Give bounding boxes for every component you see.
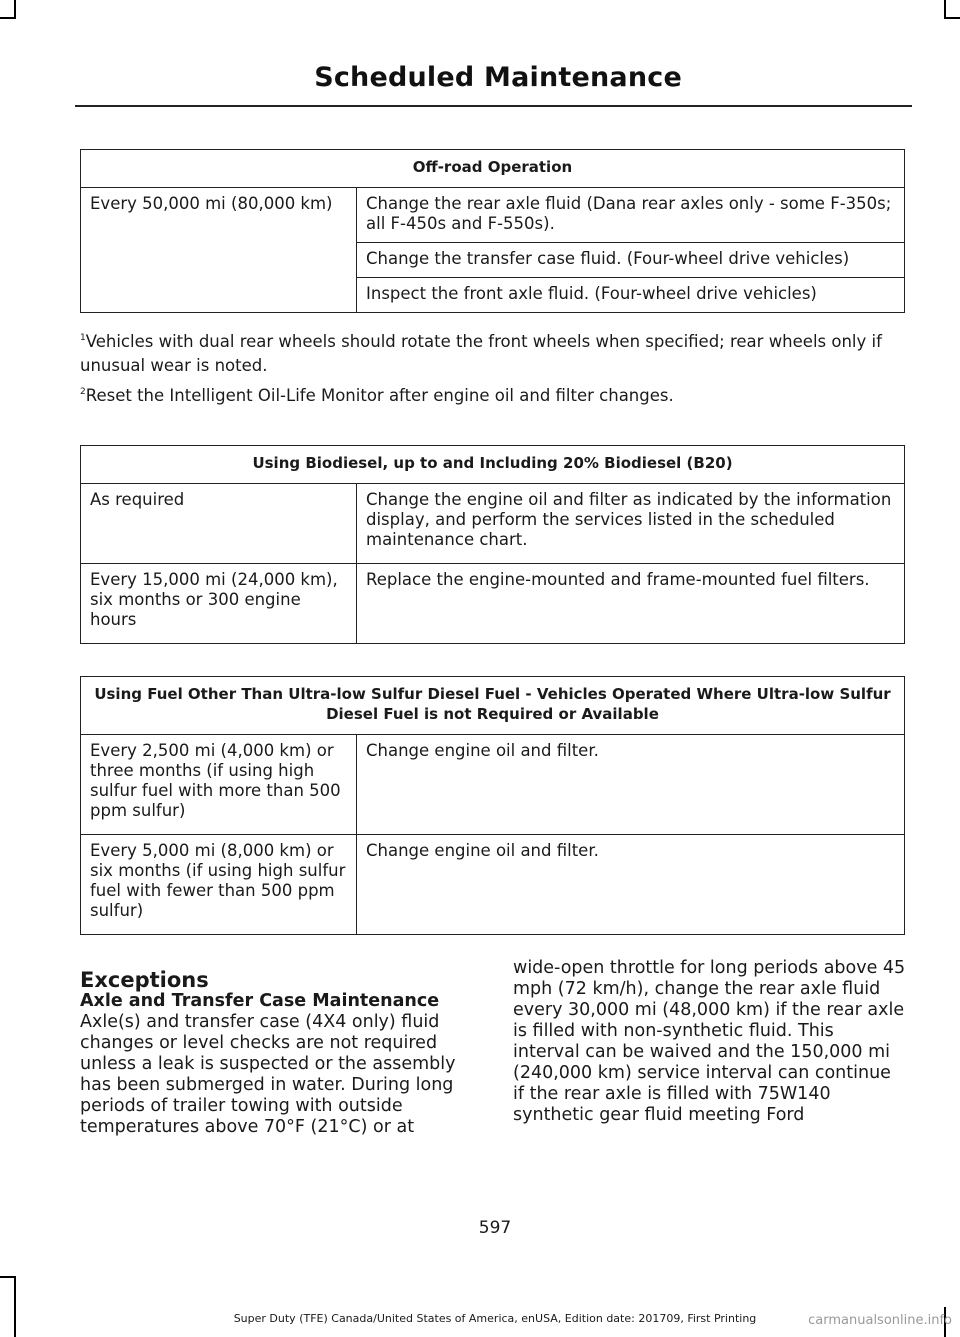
fuel-interval: Every 5,000 mi (8,000 km) or six months (if using high sulfur fuel with fewer than 500 ppm sulfur) [81,835,357,935]
fuel-task: Change engine oil and filter. [357,835,905,935]
biodiesel-table [80,445,905,644]
footnote-marker: 1 [80,333,86,343]
page-number: 597 [478,1218,512,1238]
title-divider [75,105,912,107]
fuel-interval: Every 2,500 mi (4,000 km) or three months (if using high sulfur fuel with more than 500 ppm sulfur) [81,735,357,835]
watermark: carmanualsonline.info [808,1313,952,1328]
exceptions-subheading: Axle and Transfer Case Maintenance [80,991,440,1011]
exceptions-right-column [513,958,906,1126]
biodiesel-table-title: Using Biodiesel, up to and Including 20% Biodiesel (B20) [81,446,905,484]
footnote-text: Reset the Intelligent Oil-Life Monitor after engine oil and filter changes. [85,386,674,405]
crop-mark [944,17,960,19]
page-title: Scheduled Maintenance [314,62,682,93]
footnote [80,380,910,408]
biodiesel-interval: Every 15,000 mi (24,000 km), six months or 300 engine hours [81,564,357,644]
fuel-task: Change engine oil and filter. [357,735,905,835]
offroad-task: Change the transfer case fluid. (Four-wheel drive vehicles) [357,243,905,278]
crop-mark [14,1277,16,1337]
biodiesel-task: Replace the engine-mounted and frame-mounted fuel filters. [357,564,905,644]
exceptions-text-continued: wide-open throttle for long periods above 45 mph (72 km/h), change the rear axle fluid every 30,000 mi (48,000 km) if the rear axle is filled with non-synthetic fluid. This interval can be waived and the 150,000 mi (240,000 km) service interval can continue if the rear axle is filled with 75W140 synthetic gear fluid meeting Ford [513,958,906,1125]
exceptions-heading: Exceptions [80,968,209,992]
offroad-table [80,149,905,313]
offroad-table-title: Off-road Operation [81,150,905,188]
fuel-table-title: Using Fuel Other Than Ultra-low Sulfur Diesel Fuel - Vehicles Operated Where Ultra-low Sulfur Diesel Fuel is not Required or Available [81,677,905,735]
footnote-text: Vehicles with dual rear wheels should rotate the front wheels when specified; rear wheels only if unusual wear is noted. [80,332,882,375]
crop-mark [14,0,16,18]
crop-mark [944,0,946,18]
biodiesel-task: Change the engine oil and filter as indicated by the information display, and perform the services listed in the scheduled maintenance chart. [357,484,905,564]
exceptions-text: Axle(s) and transfer case (4X4 only) fluid changes or level checks are not required unless a leak is suspected or the assembly has been submerged in water. During long periods of trailer towing with outside temperatures above 70°F (21°C) or at [80,1012,456,1137]
offroad-task: Change the rear axle fluid (Dana rear axles only - some F-350s; all F-450s and F-550s). [357,188,905,243]
offroad-task: Inspect the front axle fluid. (Four-wheel drive vehicles) [357,278,905,313]
crop-mark [0,1276,16,1278]
footnote-marker: 2 [80,387,86,397]
biodiesel-interval: As required [81,484,357,564]
offroad-interval: Every 50,000 mi (80,000 km) [81,188,357,313]
footer-edition: Super Duty (TFE) Canada/United States of America, enUSA, Edition date: 201709, First Printing [233,1312,757,1325]
fuel-table [80,676,905,935]
exceptions-left-column [80,970,473,1138]
footnote [80,326,910,378]
crop-mark [0,17,16,19]
